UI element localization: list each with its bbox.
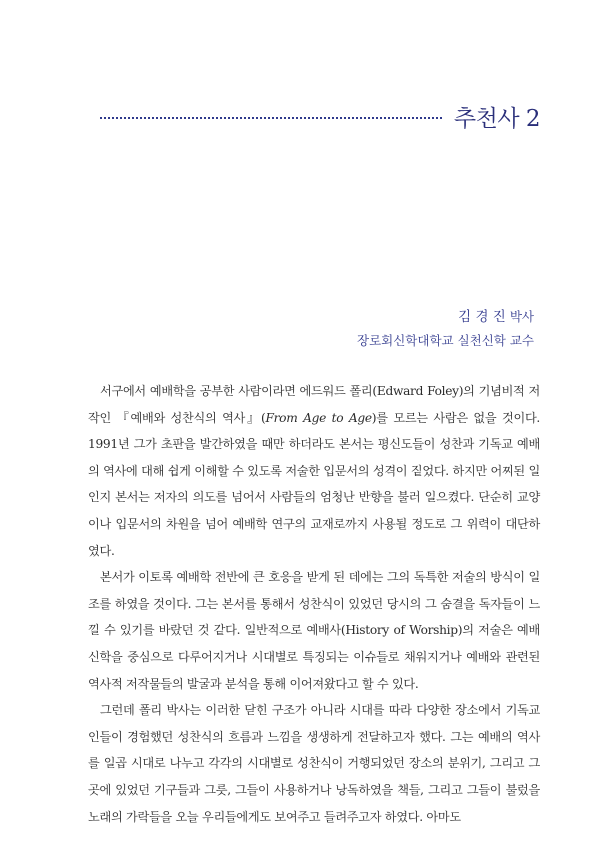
paragraph-1-part-a: 서구에서 예배학을 공부한 사람이라면 에드워드 폴리(Edward Foley)의 기념비적 저작인 『예배와 성찬식의 역사』( [88,384,540,425]
author-degree: 박사 [509,309,534,324]
author-line [357,305,534,329]
paragraph-1-part-b: )를 모르는 사람은 없을 것이다. 1991년 그가 초판을 발간하였을 때만 하더라도 본서는 평신도들이 성찬과 기독교 예배의 역사에 대해 쉽게 이해할 수 있도록 저술한 입문서의 성격이 짙었다. 하지만 어찌된 일인지 본서는 저자의 의도를 넘어서 사람들의 엄청난 반향을 불러 일으켰다. 단순히 교양이나 입문서의 차원을 넘어 예배학 연구의 교재로까지 사용될 정도로 그 위력이 대단하였다. [88,410,541,558]
author-name: 김 경 진 [458,309,506,325]
paragraph-3: 그런데 폴리 박사는 이러한 닫힌 구조가 아니라 시대를 따라 다양한 장소에서 기독교인들이 경험했던 성찬식의 흐름과 느낌을 생생하게 전달하고자 했다. 그는 예배의 역사를 일곱 시대로 나누고 각각의 시대별로 성찬식이 거행되었던 장소의 분위기, 그리고 그곳에 있었던 기구들과 그릇, 그들이 사용하거나 낭독하였을 책들, 그리고 그들이 불렀을 노래의 가락들을 오늘 우리들에게도 보여주고 들려주고자 하였다. 아마도 [88,703,540,824]
author-block [357,305,534,353]
paragraph-2: 본서가 이토록 예배학 전반에 큰 호응을 받게 된 데에는 그의 독특한 저술의 방식이 일조를 하였을 것이다. 그는 본서를 통해서 성찬식이 있었던 당시의 그 숨결을 독자들이 느낄 수 있기를 바랐던 것 같다. 일반적으로 예배사(History of Worship)의 저술은 예배신학을 중심으로 다루어지거나 시대별로 특징되는 이슈들로 채워지거나 예배와 관련된 역사적 저작물들의 발굴과 분석을 통해 이어져왔다고 할 수 있다. [88,570,540,691]
chapter-title: 추천사 2 [453,105,540,132]
paragraph-1 [88,378,540,564]
author-affiliation: 장로회신학대학교 실천신학 교수 [357,333,534,348]
dotted-leader [100,117,442,119]
book-title-italic: From Age to Age [265,410,372,425]
chapter-header [100,96,540,136]
body-text [88,378,540,830]
